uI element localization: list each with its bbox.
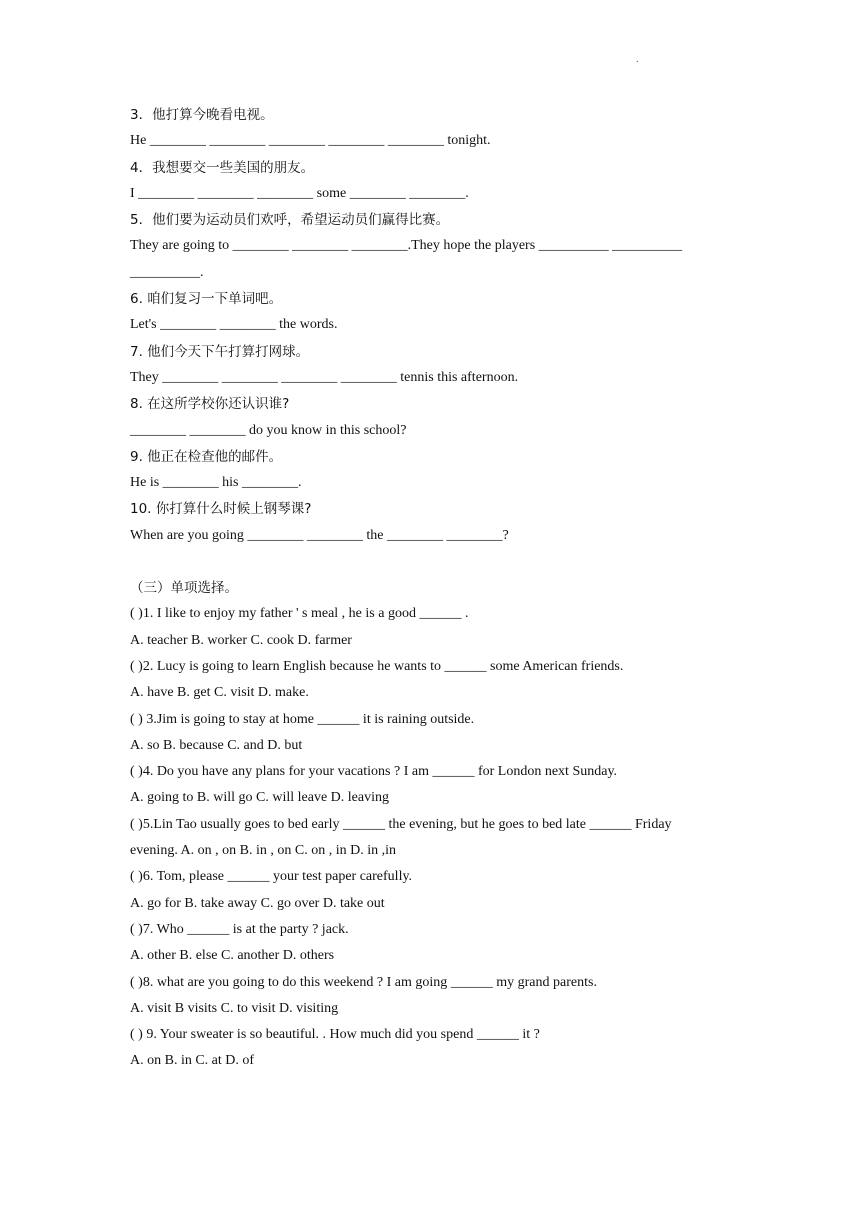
translation-item [130,444,750,497]
translation-item [130,496,750,549]
item-prompt: 6. 咱们复习一下单词吧。 [130,291,283,308]
translation-item [130,102,750,155]
item-prompt: 3．他打算今晚看电视。 [130,107,274,123]
question-text: ( )4. Do you have any plans for your vacations ? I am ______ for London next Sunday. [130,764,618,780]
item-prompt: 9. 他正在检查他的邮件。 [130,448,283,465]
item-answer-line: Let's ________ ________ the words. [130,317,338,333]
question-text: ( )8. what are you going to do this weekend ? I am going ______ my grand parents. [130,974,597,990]
question-options: A. have B. get C. visit D. make. [130,685,309,701]
item-prompt: 8. 在这所学校你还认识谁? [130,396,290,413]
header-mark: . [636,54,639,65]
item-answer-line: He ________ ________ ________ ________ ________ tonight. [130,133,491,149]
question-options: evening. A. on , on B. in , on C. on , in D. in ,in [130,843,396,859]
question-options: A. going to B. will go C. will leave D. leaving [130,790,389,806]
item-answer-line: He is ________ his ________. [130,475,302,491]
item-answer-continuation: __________. [130,264,204,280]
question-text: ( ) 3.Jim is going to stay at home ______ it is raining outside. [130,711,475,727]
question-item [130,864,750,917]
question-item [130,759,750,812]
translation-item [130,391,750,444]
question-options: A. teacher B. worker C. cook D. farmer [130,632,352,648]
translation-item [130,286,750,339]
multiple-choice-section [130,575,750,1075]
translation-item [130,207,750,286]
question-options: A. on B. in C. at D. of [130,1053,255,1069]
section-spacer [130,549,750,575]
question-options: A. go for B. take away C. go over D. take out [130,895,385,911]
item-answer-line: They are going to ________ ________ ________.They hope the players __________ __________ [130,238,683,254]
question-item [130,601,750,654]
item-prompt: 5．他们要为运动员们欢呼，希望运动员们赢得比赛。 [130,212,450,229]
question-options: A. visit B visits C. to visit D. visiting [130,1000,339,1016]
item-answer-line: I ________ ________ ________ some ________ ________. [130,185,469,201]
item-answer-line: They ________ ________ ________ ________ tennis this afternoon. [130,369,519,385]
item-prompt: 10. 你打算什么时候上钢琴课? [130,501,312,518]
item-prompt: 4．我想要交一些美国的朋友。 [130,159,315,176]
question-item [130,707,750,760]
question-options: A. so B. because C. and D. but [130,737,303,753]
question-options: A. other B. else C. another D. others [130,948,335,964]
worksheet-content [130,102,750,1075]
translation-item [130,339,750,392]
question-item [130,917,750,970]
question-item [130,654,750,707]
item-answer-line: When are you going ________ ________ the ________ ________? [130,527,509,543]
question-text: ( ) 9. Your sweater is so beautiful. . How much did you spend ______ it ? [130,1027,540,1043]
translation-item [130,155,750,208]
question-item [130,812,750,865]
question-text: ( )1. I like to enjoy my father ' s meal , he is a good ______ . [130,606,469,622]
question-text: ( )6. Tom, please ______ your test paper carefully. [130,869,413,885]
question-text: ( )2. Lucy is going to learn English because he wants to ______ some American friends. [130,658,624,674]
item-answer-line: ________ ________ do you know in this school? [130,422,407,438]
item-prompt: 7. 他们今天下午打算打网球。 [130,343,310,360]
question-text: ( )5.Lin Tao usually goes to bed early ______ the evening, but he goes to bed late ______ Friday [130,816,672,832]
section-heading: （三）单项选择。 [130,580,238,597]
question-text: ( )7. Who ______ is at the party ? jack. [130,921,349,937]
question-item [130,970,750,1023]
question-item [130,1022,750,1075]
translation-section [130,102,750,549]
